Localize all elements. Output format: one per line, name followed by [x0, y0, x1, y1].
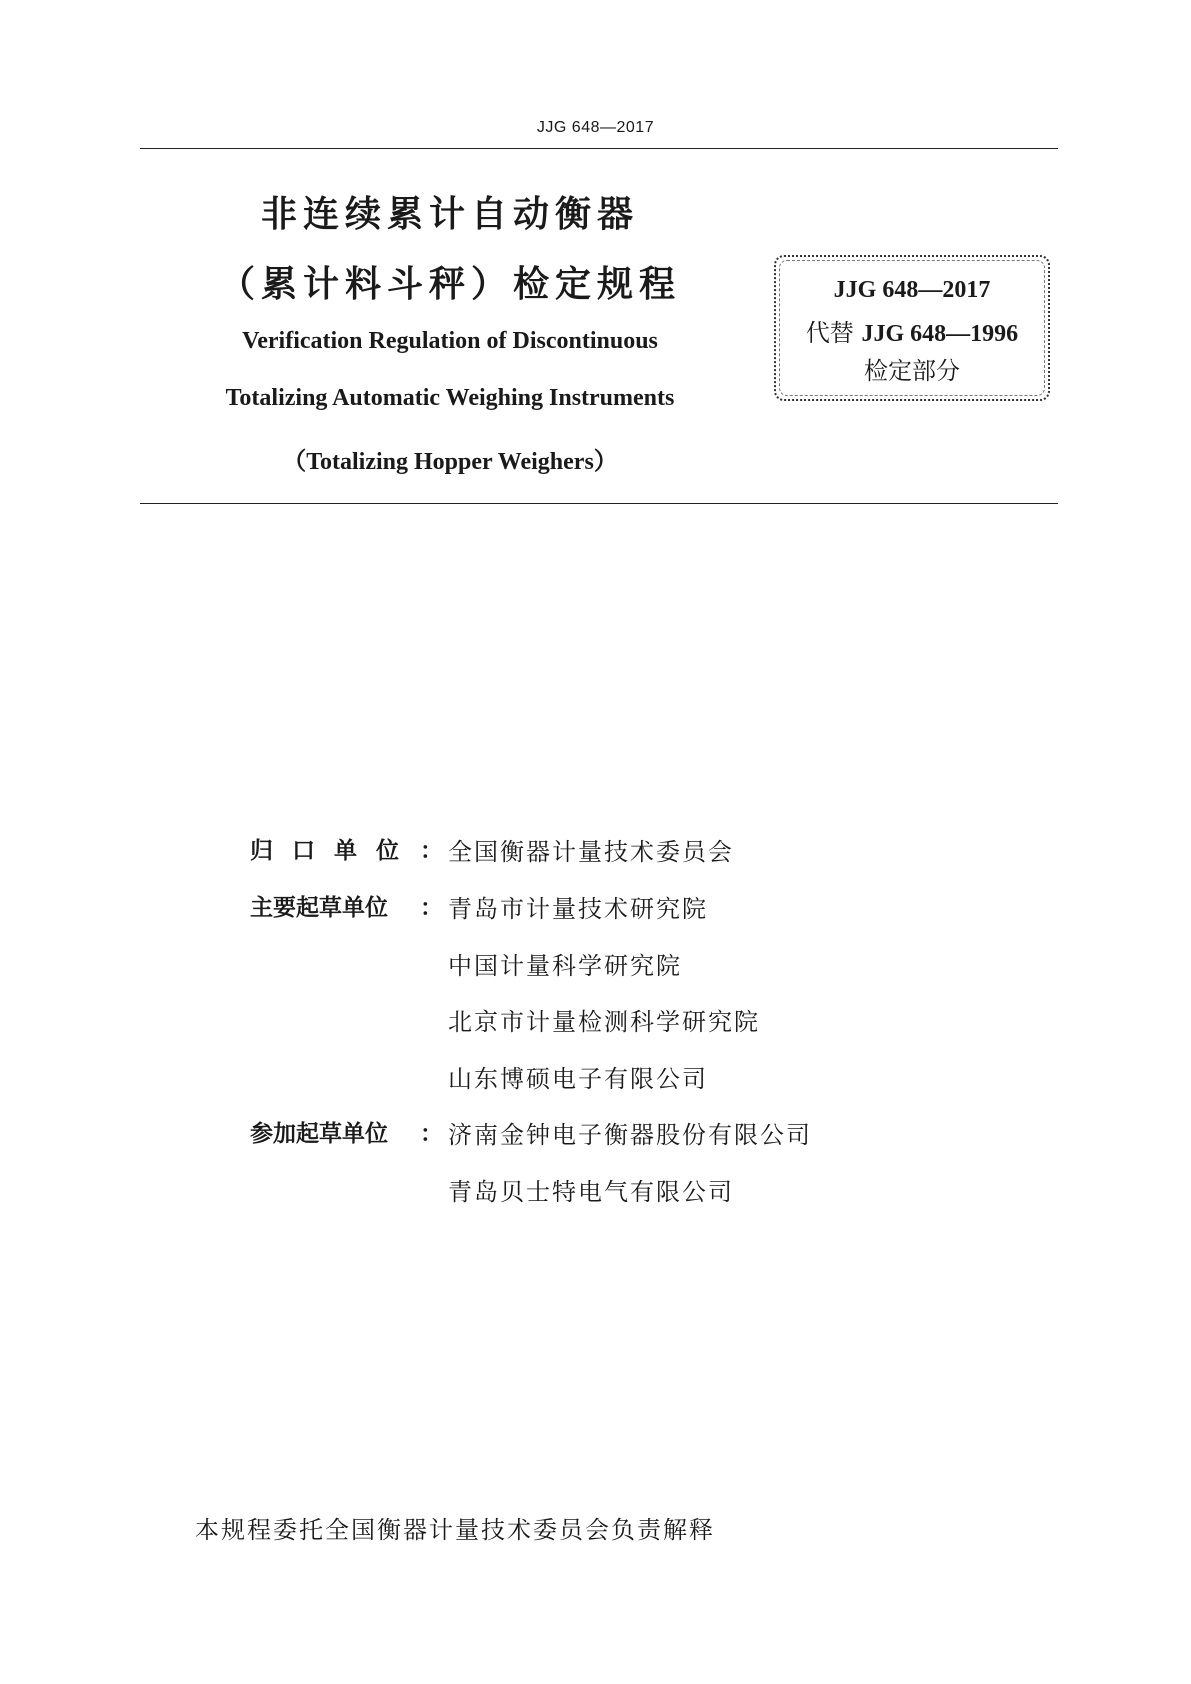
label-colon: ：: [420, 838, 443, 864]
main-drafting-label: [250, 889, 445, 922]
title-en-line-1: Verification Regulation of Discontinuous: [242, 328, 658, 354]
replaces-line: [776, 313, 1048, 348]
responsible-unit-label-text: 归口单位: [250, 838, 418, 864]
replaced-code: JJG 648—1996: [861, 321, 1019, 347]
main-drafting-label-text: 主要起草单位: [250, 895, 388, 921]
main-drafting-unit-2: 中国计量科学研究院: [448, 952, 682, 980]
responsible-unit-label: [250, 832, 445, 865]
title-cn-line-2: （累计料斗秤）检定规程: [218, 264, 681, 305]
label-colon: ：: [420, 1121, 443, 1147]
scope-line: 检定部分: [864, 357, 960, 385]
top-rule: [140, 148, 1058, 149]
standard-code-text: JJG 648—2017: [833, 277, 991, 303]
running-header: JJG 648—2017: [536, 119, 655, 136]
replaces-prefix: 代替: [805, 319, 854, 347]
participating-drafting-label: [250, 1115, 445, 1148]
main-drafting-unit-4: 山东博硕电子有限公司: [448, 1065, 708, 1093]
title-en-line-3: （Totalizing Hopper Weighers）: [282, 449, 618, 475]
bottom-rule: [140, 503, 1058, 504]
main-drafting-unit-1: 青岛市计量技术研究院: [448, 895, 708, 923]
standard-code: [776, 275, 1048, 304]
label-colon: ：: [420, 895, 443, 921]
title-en-line-2: Totalizing Automatic Weighing Instruments: [225, 385, 675, 411]
participating-drafting-label-text: 参加起草单位: [250, 1121, 388, 1147]
responsible-unit: 全国衡器计量技术委员会: [448, 838, 734, 866]
participating-unit-2: 青岛贝士特电气有限公司: [448, 1178, 734, 1206]
main-drafting-unit-3: 北京市计量检测科学研究院: [448, 1008, 760, 1036]
interpretation-note: 本规程委托全国衡器计量技术委员会负责解释: [195, 1516, 715, 1544]
title-cn-line-1: 非连续累计自动衡器: [260, 194, 639, 235]
participating-unit-1: 济南金钟电子衡器股份有限公司: [448, 1121, 812, 1149]
standard-code-box: [774, 255, 1050, 401]
